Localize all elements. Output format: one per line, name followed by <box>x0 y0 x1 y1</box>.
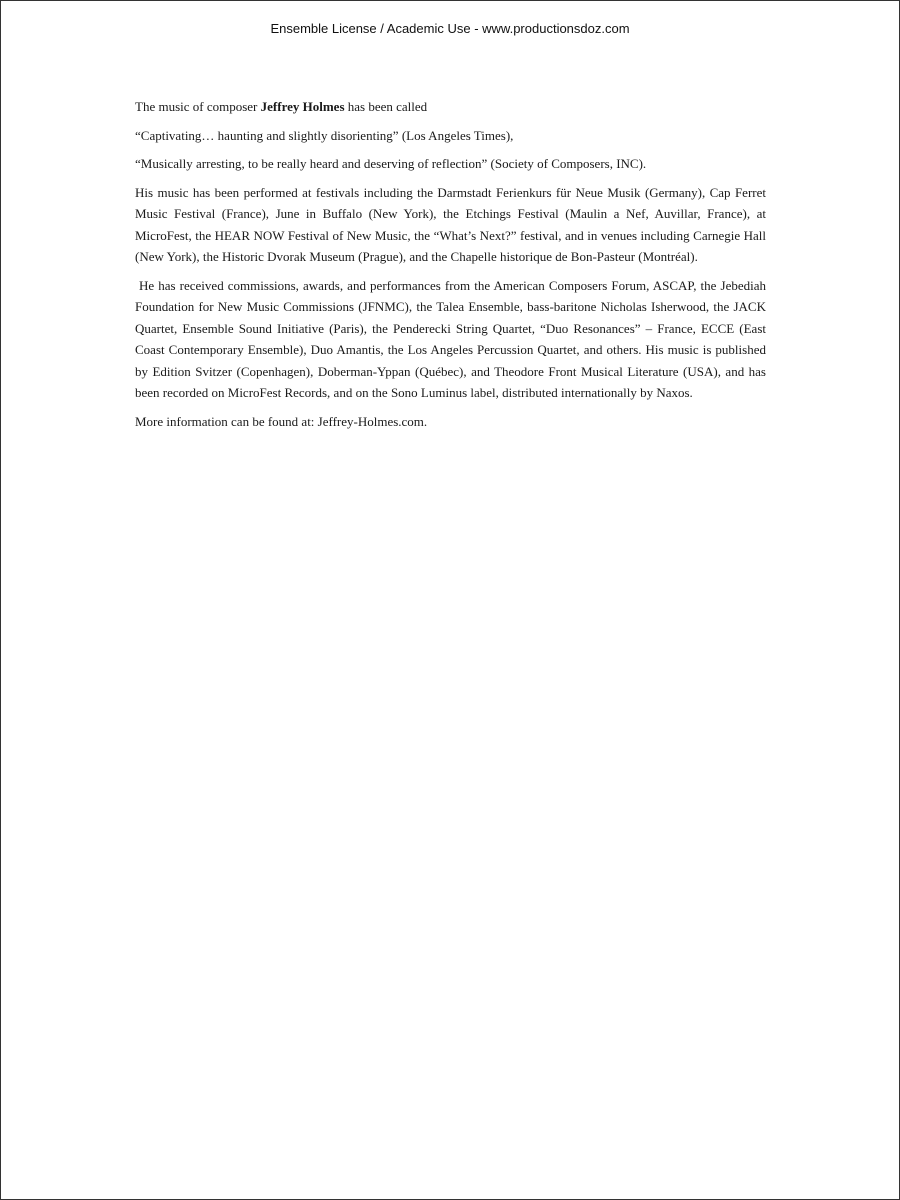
quote-la-times: “Captivating… haunting and slightly disorienting” (Los Angeles Times), <box>135 127 514 143</box>
festivals-paragraph: His music has been performed at festivals including the Darmstadt Ferienkurs für Neue Musik (Germany), Cap Ferret Music Festival (France), June in Buffalo (New York), the Etchings Festival (Maulin a Nef, Auvillar, France), at MicroFest, the HEAR NOW Festival of New Music, the “What’s Next?” festival, and in venues including Carnegie Hall (New York), the Historic Dvorak Museum (Prague), and the Chapelle historique de Bon-Pasteur (Montréal). <box>135 184 766 264</box>
composer-bio <box>135 96 766 439</box>
intro-prefix: The music of composer <box>135 99 261 114</box>
intro-line <box>135 96 766 118</box>
intro-suffix: has been called <box>344 99 428 114</box>
license-header: Ensemble License / Academic Use - www.productionsdoz.com <box>270 21 630 36</box>
commissions-paragraph: He has received commissions, awards, and performances from the American Composers Forum, ASCAP, the Jebediah Foundation for New Music Commissions (JFNMC), the Talea Ensemble, bass-baritone Nicholas Isherwood, the JACK Quartet, Ensemble Sound Initiative (Paris), the Penderecki String Quartet, “Duo Resonances” – France, ECCE (East Coast Contemporary Ensemble), Duo Amantis, the Los Angeles Percussion Quartet, and others. His music is published by Edition Svitzer (Copenhagen), Doberman-Yppan (Québec), and Theodore Front Musical Literature (USA), and has been recorded on MicroFest Records, and on the Sono Luminus label, distributed internationally by Naxos. <box>135 277 766 400</box>
composer-name: Jeffrey Holmes <box>260 99 345 114</box>
quote-society-of-composers: “Musically arresting, to be really heard and deserving of reflection” (Society of Composers, INC). <box>135 156 647 171</box>
more-info-line: More information can be found at: Jeffrey-Holmes.com. <box>135 413 428 429</box>
